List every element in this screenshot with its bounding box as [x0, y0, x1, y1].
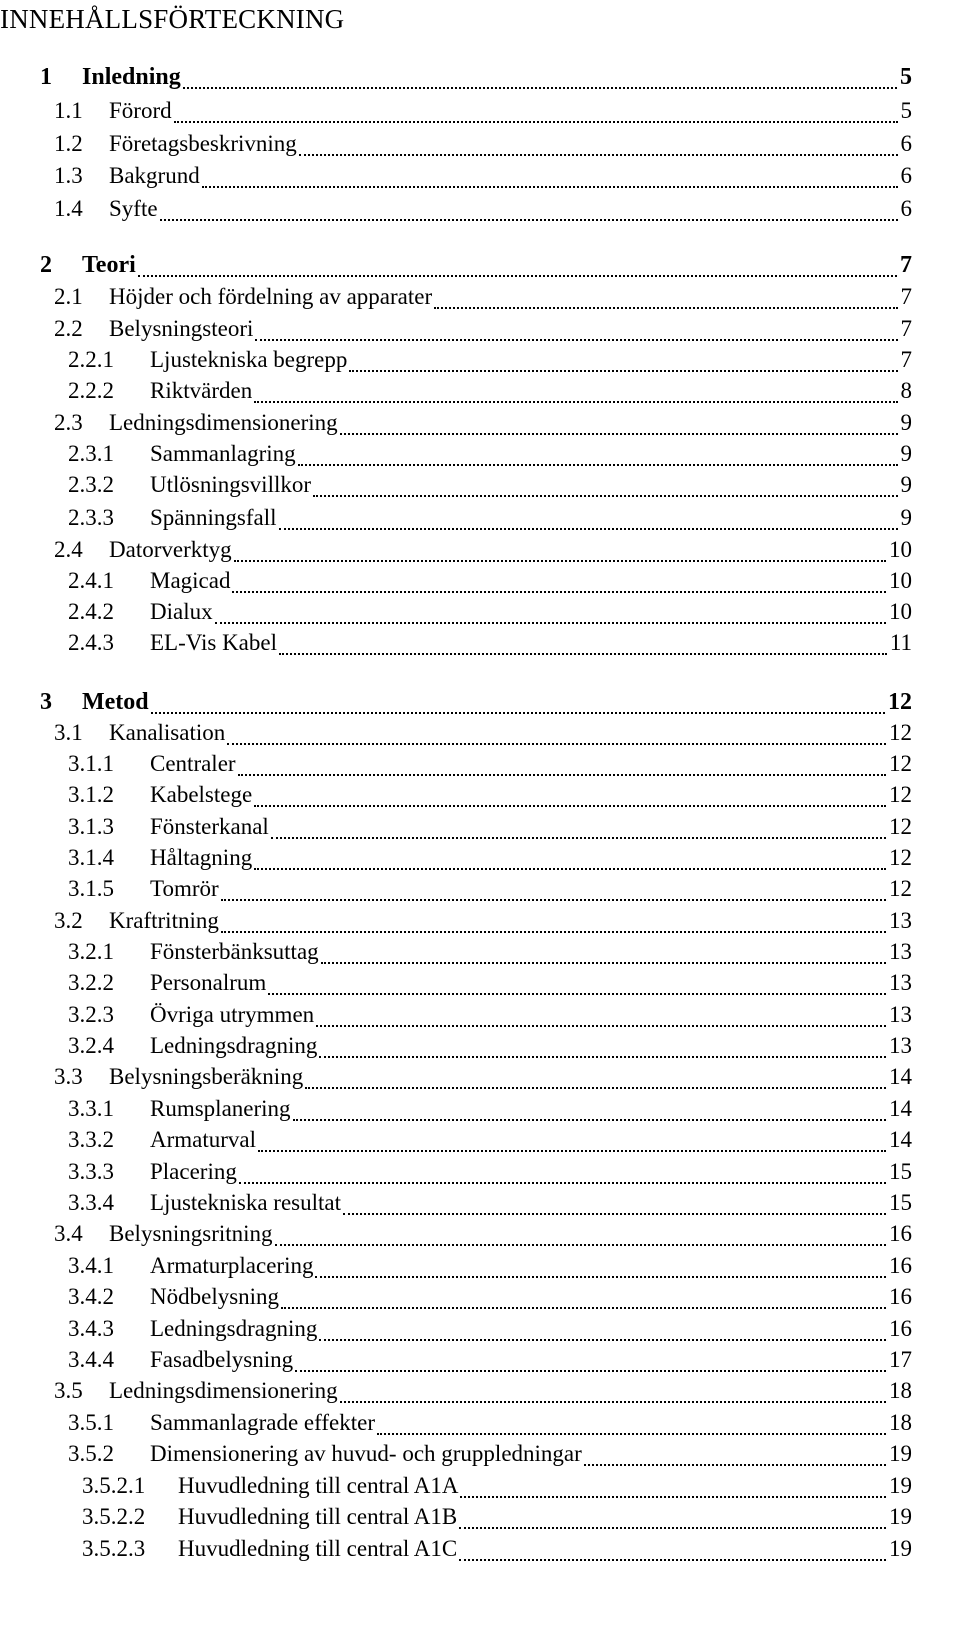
toc-entry-page: 13 — [889, 970, 912, 995]
toc-entry-page: 7 — [900, 252, 912, 278]
toc-entry-number: 3.1.2 — [68, 782, 114, 807]
toc-entry-title: Fönsterbänksuttag — [150, 939, 319, 964]
toc-entry-number: 3.5.2.2 — [82, 1504, 146, 1529]
toc-entry-page: 10 — [889, 537, 912, 562]
toc-entry-number: 3.4.2 — [68, 1284, 114, 1309]
toc-entry-number: 3.1.1 — [68, 751, 114, 776]
toc-entry-page: 14 — [889, 1064, 912, 1089]
toc-entry[interactable] — [68, 441, 912, 473]
toc-entry-title: Nödbelysning — [150, 1284, 280, 1309]
toc-entry-number: 2.3.1 — [68, 441, 114, 466]
dot-leader — [151, 712, 885, 714]
toc-entry-page: 9 — [900, 441, 912, 466]
toc-entry[interactable] — [68, 1441, 912, 1473]
toc-entry-title: Huvudledning till central A1C — [178, 1536, 458, 1561]
toc-entry[interactable] — [68, 378, 912, 410]
dot-leader — [299, 154, 898, 156]
dot-leader — [321, 962, 886, 964]
dot-leader — [254, 868, 886, 870]
toc-entry-title: Ljustekniska begrepp — [150, 347, 348, 372]
toc-entry-page: 19 — [889, 1536, 912, 1561]
toc-entry-title: Riktvärden — [150, 378, 253, 403]
toc-entry-title: Ledningsdragning — [150, 1316, 318, 1341]
toc-entry-page: 12 — [889, 720, 912, 745]
toc-entry-number: 3.2 — [54, 908, 83, 933]
dot-leader — [275, 1244, 886, 1246]
dot-leader — [202, 186, 898, 188]
dot-leader — [460, 1496, 886, 1498]
dot-leader — [279, 528, 898, 530]
toc-entry[interactable] — [40, 252, 912, 284]
toc-entry-page: 12 — [889, 845, 912, 870]
toc-entry-number: 2.3 — [54, 410, 83, 435]
toc-entry[interactable] — [54, 196, 912, 228]
toc-entry[interactable] — [68, 347, 912, 379]
toc-entry[interactable] — [68, 782, 912, 814]
dot-leader — [281, 1307, 886, 1309]
toc-entry[interactable] — [54, 908, 912, 940]
toc-entry-number: 2.3.3 — [68, 505, 114, 530]
toc-entry-title: Sammanlagrade effekter — [150, 1410, 375, 1435]
toc-entry-page: 10 — [889, 599, 912, 624]
toc-entry-number: 3.2.1 — [68, 939, 114, 964]
toc-entry-number: 2 — [40, 252, 52, 278]
toc-entry-title: Dialux — [150, 599, 213, 624]
toc-entry-page: 9 — [900, 505, 912, 530]
dot-leader — [319, 1056, 886, 1058]
toc-entry-title: Ledningsdragning — [150, 1033, 318, 1058]
toc-entry[interactable] — [54, 1221, 912, 1253]
toc-entry[interactable] — [68, 1127, 912, 1159]
toc-entry-page: 6 — [900, 196, 912, 221]
toc-entry-page: 19 — [889, 1473, 912, 1498]
toc-entry[interactable] — [54, 537, 912, 569]
toc-entry-title: Datorverktyg — [109, 537, 232, 562]
toc-entry-number: 2.4.2 — [68, 599, 114, 624]
toc-entry[interactable] — [68, 845, 912, 877]
toc-entry[interactable] — [68, 751, 912, 783]
dot-leader — [295, 1370, 886, 1372]
toc-entry-page: 16 — [889, 1253, 912, 1278]
toc-entry[interactable] — [82, 1473, 912, 1505]
toc-entry-page: 12 — [889, 876, 912, 901]
dot-leader — [174, 121, 898, 123]
page-title: INNEHÅLLSFÖRTECKNING — [0, 4, 345, 34]
toc-entry-number: 3.4.4 — [68, 1347, 114, 1372]
toc-entry-number: 3.2.4 — [68, 1033, 114, 1058]
toc-entry-title: Syfte — [109, 196, 158, 221]
toc-entry-title: Armaturval — [150, 1127, 257, 1152]
dot-leader — [160, 219, 898, 221]
toc-entry-page: 10 — [889, 568, 912, 593]
toc-entry-number: 3.3.4 — [68, 1190, 114, 1215]
dot-leader — [298, 464, 898, 466]
toc-entry-title: Kanalisation — [109, 720, 226, 745]
toc-entry[interactable] — [68, 1096, 912, 1128]
toc-entry-title: Utlösningsvillkor — [150, 472, 312, 497]
toc-entry-page: 19 — [889, 1441, 912, 1466]
toc-entry-title: Tomrör — [150, 876, 219, 901]
dot-leader — [215, 622, 886, 624]
dot-leader — [319, 1339, 886, 1341]
toc-entry-title: Fönsterkanal — [150, 814, 269, 839]
toc-entry-number: 2.2 — [54, 316, 83, 341]
toc-entry-page: 7 — [900, 347, 912, 372]
toc-entry-number: 2.4 — [54, 537, 83, 562]
toc-entry-number: 3.4 — [54, 1221, 83, 1246]
toc-entry[interactable] — [54, 720, 912, 752]
toc-entry[interactable] — [68, 568, 912, 600]
toc-entry-page: 6 — [900, 131, 912, 156]
toc-entry-title: Bakgrund — [109, 163, 200, 188]
toc-entry-page: 16 — [889, 1316, 912, 1341]
toc-entry-title: Belysningsberäkning — [109, 1064, 304, 1089]
toc-entry-title: Huvudledning till central A1B — [178, 1504, 458, 1529]
toc-entry-title: Teori — [82, 252, 136, 278]
toc-entry-title: Övriga utrymmen — [150, 1002, 315, 1027]
toc-entry-number: 1 — [40, 64, 52, 90]
toc-entry-title: Ledningsdimensionering — [109, 410, 338, 435]
toc-entry-number: 3.3.3 — [68, 1159, 114, 1184]
toc-entry[interactable] — [82, 1504, 912, 1536]
toc-entry-page: 15 — [889, 1190, 912, 1215]
toc-entry-title: Personalrum — [150, 970, 267, 995]
toc-entry-number: 3.5.2.3 — [82, 1536, 146, 1561]
toc-entry-title: Belysningsritning — [109, 1221, 273, 1246]
dot-leader — [258, 1150, 886, 1152]
toc-entry-page: 14 — [889, 1096, 912, 1121]
dot-leader — [183, 87, 897, 89]
toc-entry-number: 3.1.4 — [68, 845, 114, 870]
toc-entry-page: 13 — [889, 908, 912, 933]
toc-entry[interactable] — [68, 1284, 912, 1316]
dot-leader — [459, 1559, 886, 1561]
toc-entry[interactable] — [82, 1536, 912, 1568]
toc-entry[interactable] — [54, 98, 912, 130]
toc-entry-page: 9 — [900, 472, 912, 497]
toc-entry-title: Inledning — [82, 64, 181, 90]
dot-leader — [234, 560, 886, 562]
toc-entry-title: Håltagning — [150, 845, 253, 870]
toc-entry-title: Magicad — [150, 568, 231, 593]
toc-entry[interactable] — [68, 505, 912, 537]
dot-leader — [293, 1119, 886, 1121]
toc-entry-title: Företagsbeskrivning — [109, 131, 297, 156]
toc-entry-number: 2.2.2 — [68, 378, 114, 403]
toc-entry-page: 7 — [900, 316, 912, 341]
toc-entry-number: 3.4.1 — [68, 1253, 114, 1278]
toc-entry-title: Placering — [150, 1159, 237, 1184]
toc-entry-number: 2.1 — [54, 284, 83, 309]
toc-entry[interactable] — [68, 1316, 912, 1348]
toc-entry-page: 16 — [889, 1284, 912, 1309]
toc-entry-page: 13 — [889, 939, 912, 964]
toc-entry-title: Spänningsfall — [150, 505, 277, 530]
toc-entry[interactable] — [68, 1410, 912, 1442]
toc-entry-page: 12 — [889, 751, 912, 776]
toc-entry[interactable] — [54, 1064, 912, 1096]
toc-entry-number: 3.5.2.1 — [82, 1473, 146, 1498]
toc-entry-page: 15 — [889, 1159, 912, 1184]
dot-leader — [238, 774, 886, 776]
toc-entry-title: Förord — [109, 98, 172, 123]
toc-entry-page: 12 — [889, 814, 912, 839]
dot-leader — [271, 837, 886, 839]
toc-entry-page: 6 — [900, 163, 912, 188]
dot-leader — [254, 401, 897, 403]
toc-entry-page: 5 — [900, 98, 912, 123]
toc-entry-number: 3.3.2 — [68, 1127, 114, 1152]
dot-leader — [584, 1464, 886, 1466]
toc-entry-number: 2.3.2 — [68, 472, 114, 497]
toc-entry-title: Rumsplanering — [150, 1096, 291, 1121]
dot-leader — [221, 899, 886, 901]
toc-entry-title: Huvudledning till central A1A — [178, 1473, 459, 1498]
toc-entry[interactable] — [68, 1002, 912, 1034]
toc-entry-number: 3.5 — [54, 1378, 83, 1403]
dot-leader — [459, 1527, 886, 1529]
toc-entry-page: 17 — [889, 1347, 912, 1372]
dot-leader — [340, 433, 898, 435]
toc-entry-page: 9 — [900, 410, 912, 435]
toc-entry[interactable] — [68, 1159, 912, 1191]
toc-entry[interactable] — [54, 1378, 912, 1410]
dot-leader — [340, 1401, 886, 1403]
toc-entry-page: 19 — [889, 1504, 912, 1529]
toc-entry-page: 14 — [889, 1127, 912, 1152]
dot-leader — [377, 1433, 886, 1435]
toc-entry-number: 1.4 — [54, 196, 83, 221]
toc-entry-number: 3.1.3 — [68, 814, 114, 839]
dot-leader — [255, 339, 897, 341]
toc-entry[interactable] — [68, 876, 912, 908]
toc-entry[interactable] — [40, 64, 912, 96]
dot-leader — [343, 1213, 886, 1215]
toc-entry-number: 3.5.1 — [68, 1410, 114, 1435]
toc-entry[interactable] — [68, 630, 912, 662]
dot-leader — [305, 1087, 886, 1089]
toc-entry-page: 8 — [900, 378, 912, 403]
toc-entry-title: Dimensionering av huvud- och gruppledningar — [150, 1441, 582, 1466]
toc-entry-title: Metod — [82, 689, 149, 715]
toc-entry-number: 1.1 — [54, 98, 83, 123]
dot-leader — [434, 307, 897, 309]
toc-entry-page: 12 — [888, 689, 912, 715]
toc-entry-title: Höjder och fördelning av apparater — [109, 284, 433, 309]
toc-entry-title: Centraler — [150, 751, 236, 776]
toc-entry-title: EL-Vis Kabel — [150, 630, 277, 655]
toc-entry[interactable] — [54, 410, 912, 442]
toc-entry[interactable] — [68, 970, 912, 1002]
toc-entry-number: 1.2 — [54, 131, 83, 156]
toc-entry-number: 3.2.2 — [68, 970, 114, 995]
toc-entry[interactable] — [54, 131, 912, 163]
toc-entry-page: 13 — [889, 1002, 912, 1027]
toc-entry-number: 3.4.3 — [68, 1316, 114, 1341]
toc-entry-number: 3.3.1 — [68, 1096, 114, 1121]
toc-entry-title: Ledningsdimensionering — [109, 1378, 338, 1403]
toc-entry-page: 12 — [889, 782, 912, 807]
toc-entry-number: 3.3 — [54, 1064, 83, 1089]
dot-leader — [315, 1276, 886, 1278]
dot-leader — [279, 653, 887, 655]
dot-leader — [232, 591, 886, 593]
dot-leader — [227, 743, 886, 745]
dot-leader — [268, 993, 886, 995]
toc-entry[interactable] — [54, 163, 912, 195]
dot-leader — [239, 1182, 886, 1184]
toc-entry[interactable] — [54, 316, 912, 348]
toc-entry-title: Fasadbelysning — [150, 1347, 294, 1372]
toc-entry-number: 3 — [40, 689, 52, 715]
toc-entry-page: 18 — [889, 1378, 912, 1403]
toc-entry[interactable] — [68, 1347, 912, 1379]
toc-entry-title: Ljustekniska resultat — [150, 1190, 341, 1215]
toc-entry-number: 2.4.3 — [68, 630, 114, 655]
toc-entry-number: 3.5.2 — [68, 1441, 114, 1466]
dot-leader — [254, 805, 886, 807]
toc-entry-title: Belysningsteori — [109, 316, 254, 341]
toc-entry-number: 1.3 — [54, 163, 83, 188]
toc-entry-number: 3.1 — [54, 720, 83, 745]
toc-entry[interactable] — [68, 599, 912, 631]
dot-leader — [138, 275, 897, 277]
toc-entry[interactable] — [68, 1253, 912, 1285]
dot-leader — [349, 370, 897, 372]
toc-entry-page: 18 — [889, 1410, 912, 1435]
toc-entry-title: Kraftritning — [109, 908, 219, 933]
toc-entry-number: 3.2.3 — [68, 1002, 114, 1027]
toc-entry-page: 13 — [889, 1033, 912, 1058]
toc-entry-title: Sammanlagring — [150, 441, 296, 466]
toc-entry[interactable] — [68, 472, 912, 504]
dot-leader — [313, 495, 897, 497]
toc-entry[interactable] — [68, 814, 912, 846]
toc-entry-number: 2.2.1 — [68, 347, 114, 372]
toc-entry[interactable] — [68, 1033, 912, 1065]
toc-entry-page: 11 — [889, 630, 912, 655]
dot-leader — [316, 1025, 886, 1027]
toc-entry[interactable] — [54, 284, 912, 316]
toc-entry-page: 16 — [889, 1221, 912, 1246]
toc-entry[interactable] — [68, 939, 912, 971]
toc-entry[interactable] — [40, 689, 912, 721]
dot-leader — [221, 931, 886, 933]
toc-entry[interactable] — [68, 1190, 912, 1222]
toc-entry-page: 7 — [900, 284, 912, 309]
toc-entry-number: 3.1.5 — [68, 876, 114, 901]
toc-entry-title: Armaturplacering — [150, 1253, 314, 1278]
toc-entry-title: Kabelstege — [150, 782, 253, 807]
toc-entry-page: 5 — [900, 64, 912, 90]
toc-entry-number: 2.4.1 — [68, 568, 114, 593]
